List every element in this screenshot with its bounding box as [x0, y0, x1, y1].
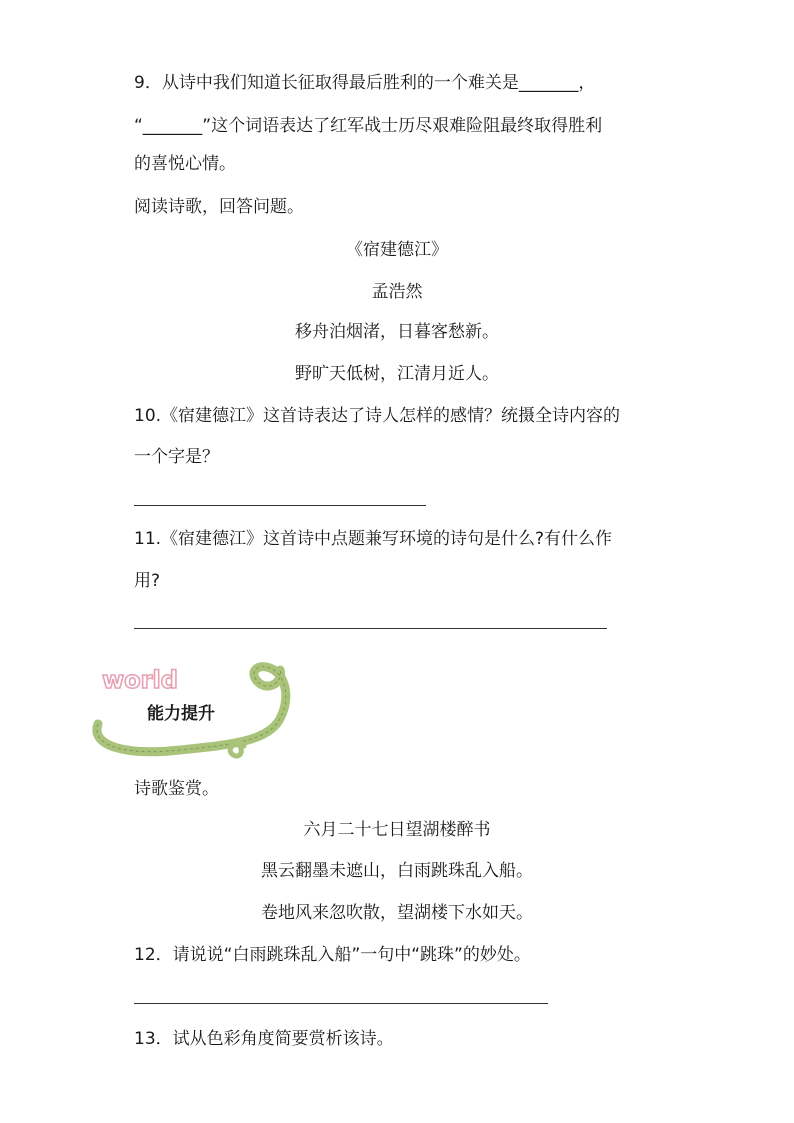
poem-line: 卷地风来忽吹散，望湖楼下水如天。 — [261, 903, 533, 923]
question-13: 13．试从色彩角度简要赏析该诗。 — [134, 1029, 394, 1049]
question-11-line-2: 用? — [134, 571, 161, 591]
poem-line: 黑云翻墨未遮山，白雨跳珠乱入船。 — [261, 861, 533, 881]
poem-author: 孟浩然 — [371, 282, 423, 302]
poem-title-2: 六月二十七日望湖楼醉书 — [303, 820, 491, 840]
answer-blank-11[interactable] — [134, 628, 607, 629]
answer-blank-10[interactable] — [134, 505, 426, 506]
reading-instruction-2: 诗歌鉴赏。 — [134, 779, 219, 799]
reading-instruction: 阅读诗歌，回答问题。 — [134, 197, 304, 217]
world-logo: world — [102, 666, 178, 694]
question-9-line-2: “_______”这个词语表达了红军战士历尽艰难险阻最终取得胜利 — [134, 116, 603, 136]
poem-title: 《宿建德江》 — [346, 240, 448, 260]
question-10-line-1: 10.《宿建德江》这首诗表达了诗人怎样的感情？统摄全诗内容的 — [134, 406, 621, 426]
section-title: 能力提升 — [147, 704, 215, 724]
answer-blank-12[interactable] — [134, 1003, 548, 1004]
poem-line: 野旷天低树，江清月近人。 — [295, 364, 499, 384]
question-9-line-1: 9．从诗中我们知道长征取得最后胜利的一个难关是_______， — [134, 73, 596, 93]
ribbon-loop — [230, 744, 244, 756]
question-11-line-1: 11.《宿建德江》这首诗中点题兼写环境的诗句是什么?有什么作 — [134, 529, 613, 549]
question-9-line-3: 的喜悦心情。 — [134, 154, 236, 174]
question-10-line-2: 一个字是？ — [134, 447, 219, 467]
poem-line: 移舟泊烟渚，日暮客愁新。 — [295, 322, 499, 342]
question-12: 12．请说说“白雨跳珠乱入船”一句中“跳珠”的妙处。 — [134, 945, 531, 965]
